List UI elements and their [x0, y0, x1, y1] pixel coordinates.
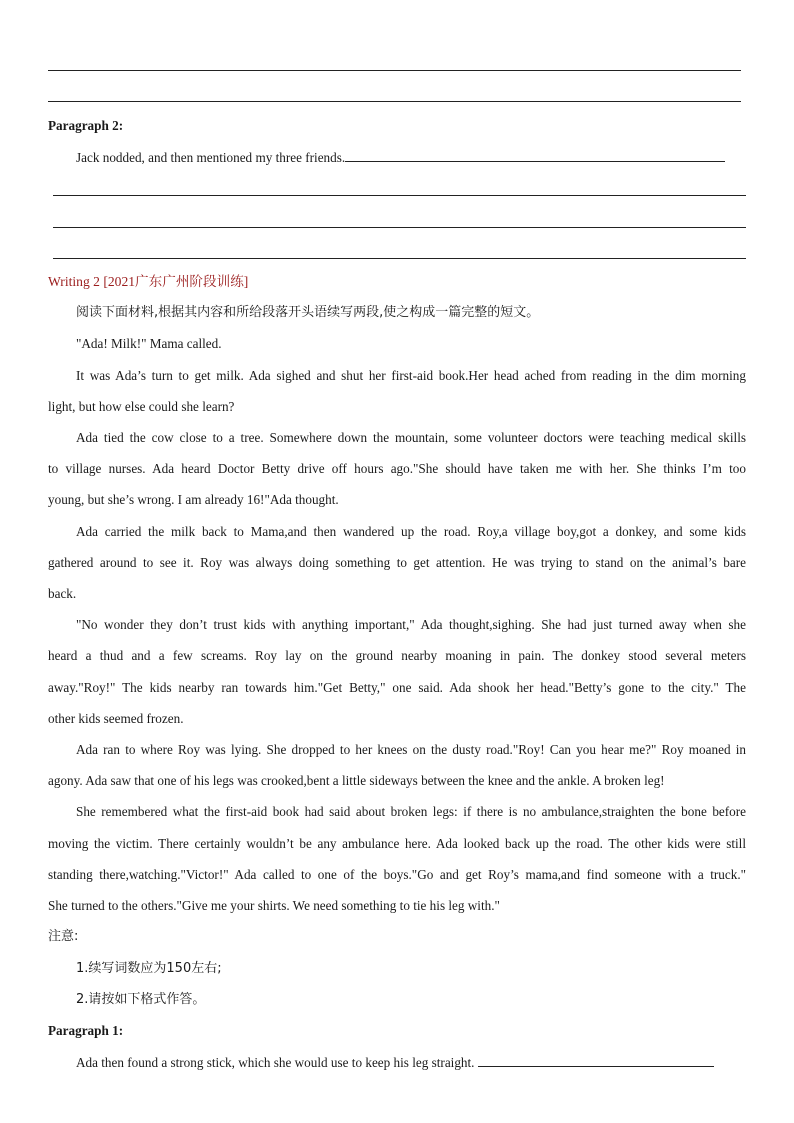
story-line: "No wonder they don’t trust kids with anything important," Ada thought,sighing. She had just turned away when she — [76, 617, 746, 632]
story-line: "Ada! Milk!" Mama called. — [76, 336, 222, 351]
paragraph-1-opening-sentence: Ada then found a strong stick, which she would use to keep his leg straight. — [76, 1055, 475, 1070]
story-line: Ada ran to where Roy was lying. She dropped to her knees on the dusty road."Roy! Can you hear me?" Roy moaned in — [76, 742, 746, 757]
story-line: She remembered what the first-aid book had said about broken legs: if there is no ambulance,straighten the bone before — [76, 804, 746, 819]
story-line: agony. Ada saw that one of his legs was crooked,bent a little sideways between the knee and the ankle. A broken leg! — [48, 773, 665, 788]
answer-line[interactable] — [48, 70, 741, 71]
answer-blank[interactable] — [345, 149, 725, 162]
answer-line[interactable] — [48, 101, 741, 102]
instruction-text: 阅读下面材料,根据其内容和所给段落开头语续写两段,使之构成一篇完整的短文。 — [76, 305, 540, 320]
answer-line[interactable] — [53, 227, 746, 228]
story-line: away."Roy!" The kids nearby ran towards him."Get Betty," one said. Ada shook her head."Betty’s gone to the city." The — [48, 680, 746, 695]
story-line: light, but how else could she learn? — [48, 399, 235, 414]
note-word-count: 1.续写词数应为150左右; — [76, 961, 222, 976]
story-line: heard a thud and a few screams. Roy lay on the ground nearby moaning in pain. The donkey stood several meters — [48, 648, 746, 663]
story-line: Ada tied the cow close to a tree. Somewhere down the mountain, some volunteer doctors were teaching medical skills — [76, 430, 746, 445]
paragraph-2-opening-sentence: Jack nodded, and then mentioned my three friends. — [76, 150, 346, 165]
story-line: young, but she’s wrong. I am already 16!"Ada thought. — [48, 492, 339, 507]
answer-blank[interactable] — [478, 1054, 714, 1067]
story-line: gathered around to see it. Roy was always doing something to get attention. He was trying to stand on the animal’s bare — [48, 555, 746, 570]
section-heading: Writing 2 [2021广东广州阶段训练] — [48, 274, 249, 289]
paragraph-2-opening-row — [76, 149, 746, 166]
paragraph-2-label: Paragraph 2: — [48, 118, 124, 133]
paragraph-1-opening-row — [76, 1054, 746, 1071]
answer-line[interactable] — [53, 258, 746, 259]
story-line: moving the victim. There certainly wouldn’t be any ambulance here. Ada looked back up the road. The other kids were still — [48, 836, 746, 851]
story-line: other kids seemed frozen. — [48, 711, 184, 726]
story-line: Ada carried the milk back to Mama,and then wandered up the road. Roy,a village boy,got a donkey, and some kids — [76, 524, 746, 539]
notes-label: 注意: — [48, 929, 79, 944]
note-format: 2.请按如下格式作答。 — [76, 992, 206, 1007]
answer-line[interactable] — [53, 195, 746, 196]
paragraph-1-label: Paragraph 1: — [48, 1023, 124, 1038]
story-line: She turned to the others."Give me your shirts. We need something to tie his leg with." — [48, 898, 500, 913]
story-line: back. — [48, 586, 77, 601]
story-line: standing there,watching."Victor!" Ada called to one of the boys."Go and get Roy’s mama,and find someone with a truck." — [48, 867, 746, 882]
story-line: to village nurses. Ada heard Doctor Betty drive off hours ago."She should have taken me with her. She thinks I’m too — [48, 461, 746, 476]
story-line: It was Ada’s turn to get milk. Ada sighed and shut her first-aid book.Her head ached from reading in the dim morning — [76, 368, 746, 383]
